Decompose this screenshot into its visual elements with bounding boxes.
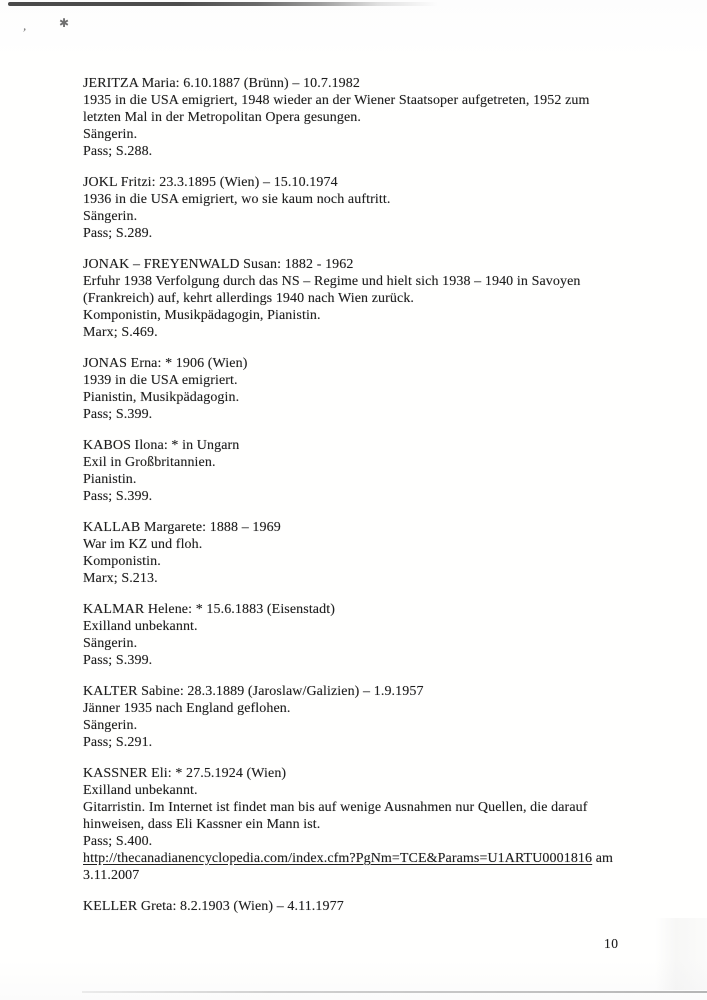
biography-entry	[83, 683, 683, 751]
entry-line: Sängerin.	[83, 209, 138, 224]
entry-line: Jänner 1935 nach England geflohen.	[83, 701, 291, 716]
entry-line: KABOS Ilona: * in Ungarn	[83, 438, 240, 453]
biography-entry	[83, 437, 683, 505]
entry-line-with-url	[83, 850, 683, 867]
biography-entry	[83, 519, 683, 587]
biography-entry-list	[83, 75, 683, 929]
entry-line: hinweisen, dass Eli Kassner ein Mann ist.	[83, 817, 321, 832]
entry-line: JERITZA Maria: 6.10.1887 (Brünn) – 10.7.1982	[83, 76, 360, 91]
entry-line: Sängerin.	[83, 718, 138, 733]
entry-line: Pass; S.399.	[83, 407, 153, 422]
page-number: 10	[604, 936, 619, 951]
entry-line: Gitarristin. Im Internet ist findet man bis auf wenige Ausnahmen nur Quellen, die darauf	[83, 800, 588, 815]
encyclopedia-url: http://thecanadianencyclopedia.com/index.cfm?PgNm=TCE&Params=U1ARTU0001816	[83, 851, 593, 866]
scan-artifact-star-mark: ✱	[59, 16, 70, 30]
entry-line: 1939 in die USA emigriert.	[83, 373, 238, 388]
scan-top-edge-line	[8, 2, 438, 6]
entry-line: Pass; S.400.	[83, 834, 153, 849]
entry-line: JONAS Erna: * 1906 (Wien)	[83, 356, 248, 371]
scan-bottom-edge-line	[82, 991, 707, 993]
entry-line: KELLER Greta: 8.2.1903 (Wien) – 4.11.1977	[83, 899, 344, 914]
entry-line: KALTER Sabine: 28.3.1889 (Jaroslaw/Galizien) – 1.9.1957	[83, 684, 424, 699]
entry-line: Pass; S.289.	[83, 226, 153, 241]
entry-line: Exil in Großbritannien.	[83, 455, 216, 470]
entry-line: Sängerin.	[83, 127, 138, 142]
entry-line: JONAK – FREYENWALD Susan: 1882 - 1962	[83, 257, 354, 272]
entry-line: Pass; S.399.	[83, 489, 153, 504]
entry-line: Pass; S.399.	[83, 653, 153, 668]
biography-entry	[83, 75, 683, 160]
entry-line: Pass; S.288.	[83, 144, 153, 159]
biography-entry	[83, 256, 683, 341]
biography-entry	[83, 765, 683, 884]
entry-line: Exilland unbekannt.	[83, 619, 198, 634]
scan-artifact-comma-mark: ’	[20, 24, 28, 41]
entry-line: Komponistin, Musikpädagogin, Pianistin.	[83, 308, 321, 323]
biography-entry	[83, 174, 683, 242]
entry-line: 3.11.2007	[83, 868, 140, 883]
entry-line: 1935 in die USA emigriert, 1948 wieder an der Wiener Staatsoper aufgetreten, 1952 zum	[83, 93, 590, 108]
entry-line: letzten Mal in der Metropolitan Opera gesungen.	[83, 110, 362, 125]
entry-line: Komponistin.	[83, 554, 161, 569]
entry-line: Pianistin, Musikpädagogin.	[83, 390, 240, 405]
entry-line: Sängerin.	[83, 636, 138, 651]
entry-line: Marx; S.469.	[83, 325, 158, 340]
entry-line: Exilland unbekannt.	[83, 783, 198, 798]
entry-line: Pass; S.291.	[83, 735, 153, 750]
scan-shading-artifact	[655, 918, 707, 990]
entry-line: (Frankreich) auf, kehrt allerdings 1940 nach Wien zurück.	[83, 291, 415, 306]
entry-line: Pianistin.	[83, 472, 137, 487]
biography-entry	[83, 355, 683, 423]
entry-line: War im KZ und floh.	[83, 537, 203, 552]
entry-line: KASSNER Eli: * 27.5.1924 (Wien)	[83, 766, 287, 781]
entry-line: Marx; S.213.	[83, 571, 158, 586]
entry-line: KALLAB Margarete: 1888 – 1969	[83, 520, 281, 535]
biography-entry	[83, 601, 683, 669]
biography-entry	[83, 898, 683, 915]
entry-line: 1936 in die USA emigriert, wo sie kaum noch auftritt.	[83, 192, 391, 207]
entry-line: KALMAR Helene: * 15.6.1883 (Eisenstadt)	[83, 602, 335, 617]
url-suffix-text: am	[592, 851, 614, 866]
entry-line: JOKL Fritzi: 23.3.1895 (Wien) – 15.10.1974	[83, 175, 338, 190]
entry-line: Erfuhr 1938 Verfolgung durch das NS – Regime und hielt sich 1938 – 1940 in Savoyen	[83, 274, 581, 289]
